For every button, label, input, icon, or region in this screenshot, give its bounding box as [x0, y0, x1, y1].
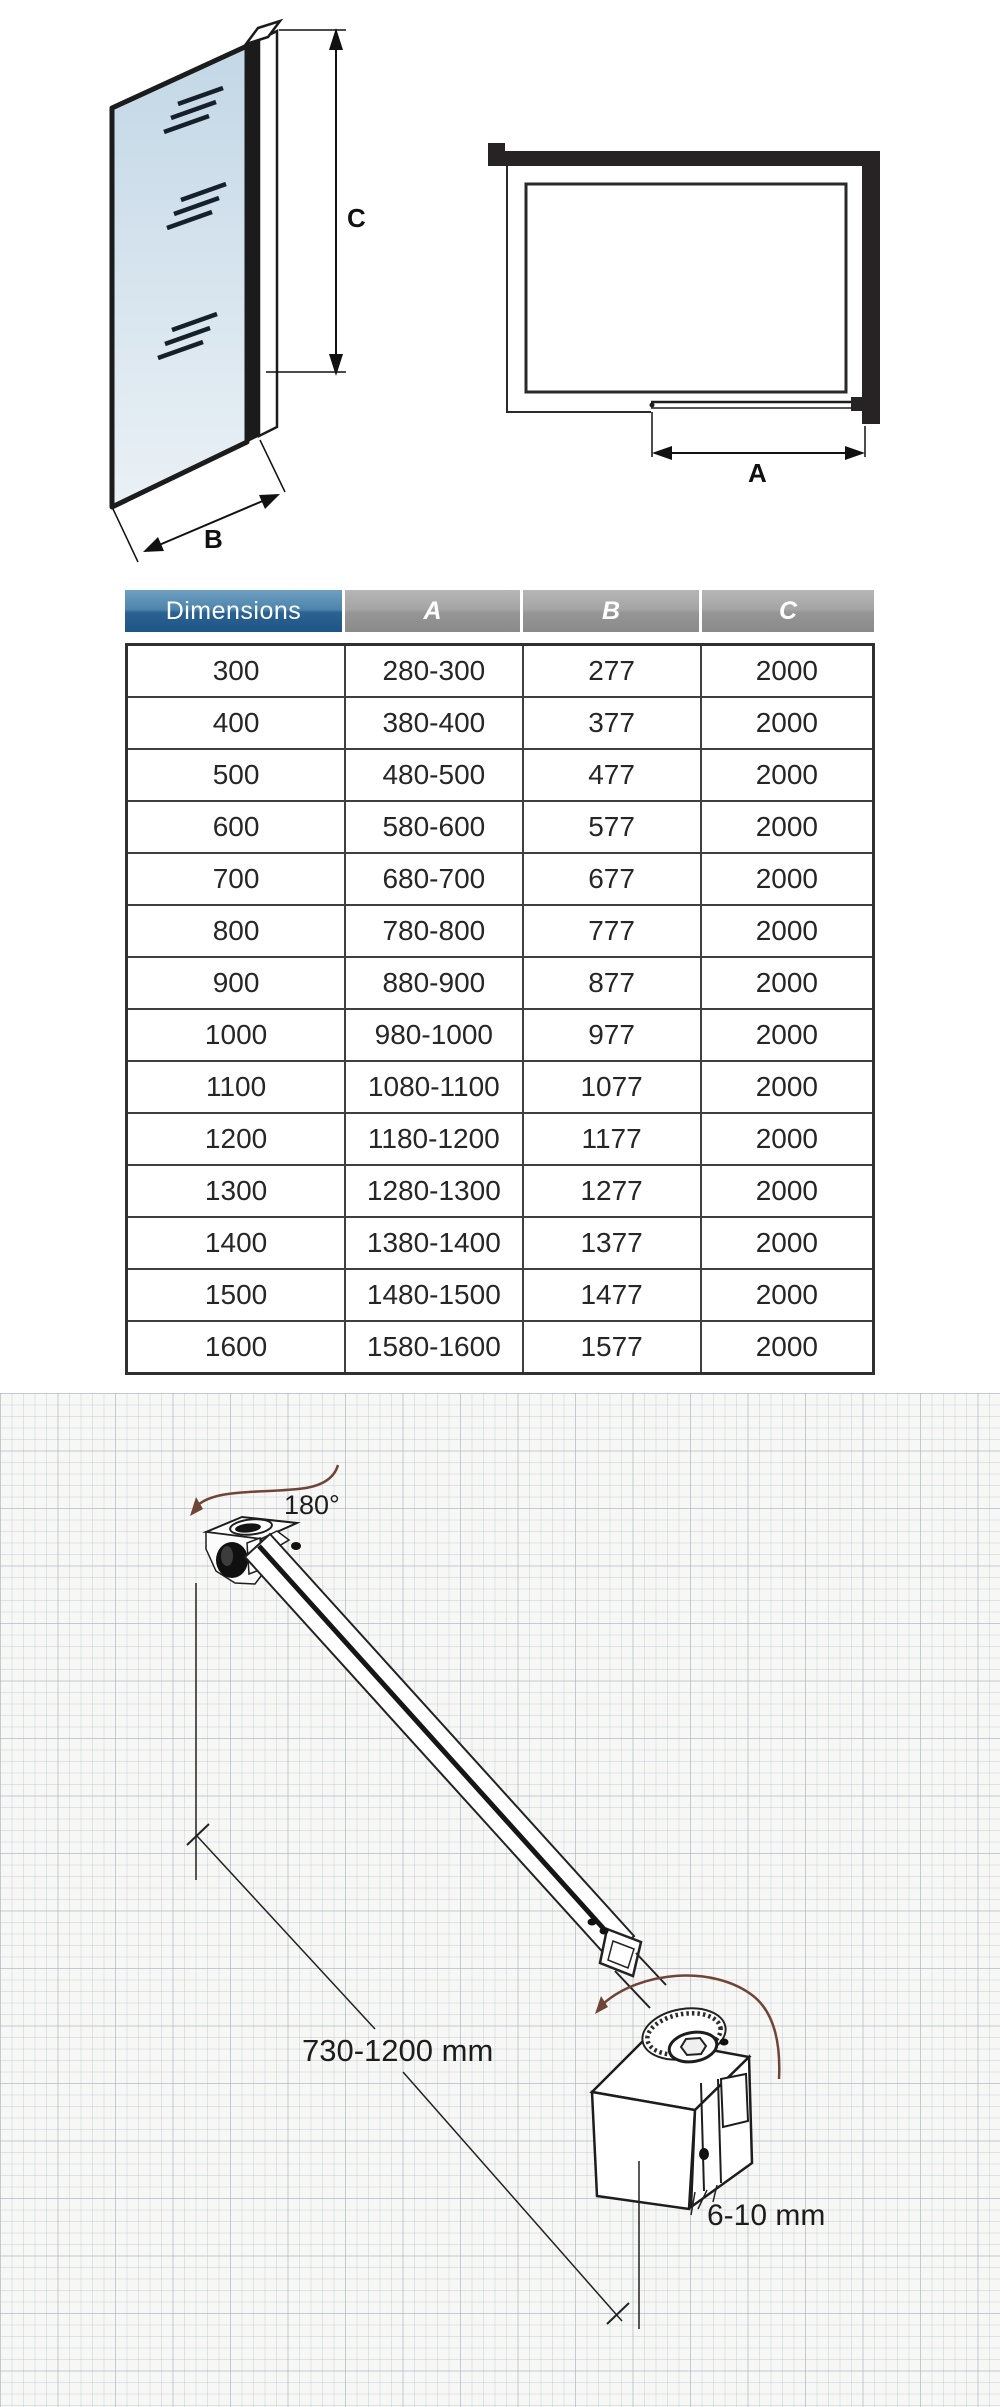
table-cell: 2000	[701, 1321, 874, 1374]
table-row	[127, 1321, 874, 1374]
table-cell: 300	[127, 645, 346, 698]
table-row	[127, 749, 874, 801]
table-cell: 2000	[701, 957, 874, 1009]
table-row	[127, 1061, 874, 1113]
table-cell: 977	[523, 1009, 701, 1061]
clamp-back-jaw	[721, 2074, 748, 2127]
table-cell: 2000	[701, 1269, 874, 1321]
glass-wall-fixing	[851, 397, 862, 411]
table-cell: 1100	[127, 1061, 346, 1113]
table-cell: 2000	[701, 697, 874, 749]
table-row	[127, 905, 874, 957]
table-row	[127, 1269, 874, 1321]
table-cell: 577	[523, 801, 701, 853]
table-cell: 1380-1400	[345, 1217, 522, 1269]
wall-top	[488, 151, 880, 166]
table-cell: 1200	[127, 1113, 346, 1165]
table-cell: 2000	[701, 801, 874, 853]
dimension-a-label: A	[748, 458, 767, 488]
table-cell: 980-1000	[345, 1009, 522, 1061]
table-row	[127, 1165, 874, 1217]
wall-top-end-block	[488, 143, 505, 166]
table-header-row	[125, 590, 875, 632]
table-cell: 877	[523, 957, 701, 1009]
glass-panel-illustration	[112, 21, 366, 562]
table-cell: 2000	[701, 1113, 874, 1165]
table-cell: 1277	[523, 1165, 701, 1217]
table-cell: 1580-1600	[345, 1321, 522, 1374]
bar-grub-screw	[600, 1928, 609, 1935]
table-cell: 1280-1300	[345, 1165, 522, 1217]
table-cell: 680-700	[345, 853, 522, 905]
table-row	[127, 801, 874, 853]
table-cell: 580-600	[345, 801, 522, 853]
dimension-diagrams	[0, 0, 1000, 590]
table-cell: 377	[523, 697, 701, 749]
table-body	[125, 643, 875, 1375]
glass-thickness-label: 6-10 mm	[707, 2199, 826, 2232]
support-bar-section	[0, 1393, 1000, 2407]
table-cell: 2000	[701, 1165, 874, 1217]
rotation-angle-label: 180°	[284, 1490, 340, 1520]
support-bar	[245, 1534, 666, 2008]
glass-clamp	[592, 2038, 752, 2209]
table-cell: 2000	[701, 645, 874, 698]
table-cell: 2000	[701, 749, 874, 801]
table-row	[127, 957, 874, 1009]
table-cell: 2000	[701, 853, 874, 905]
table-cell: 1577	[523, 1321, 701, 1374]
table-cell: 1500	[127, 1269, 346, 1321]
table-cell: 777	[523, 905, 701, 957]
clamp-screw	[699, 2148, 709, 2160]
table-row	[127, 645, 874, 698]
table-cell: 780-800	[345, 905, 522, 957]
table-cell: 280-300	[345, 645, 522, 698]
table-cell: 1400	[127, 1217, 346, 1269]
table-header-a: A	[345, 590, 520, 632]
wall-right	[862, 151, 880, 424]
dimension-b-label: B	[204, 524, 223, 554]
table-cell: 600	[127, 801, 346, 853]
glass-edge-strip	[247, 40, 259, 442]
table-cell: 500	[127, 749, 346, 801]
table-cell: 480-500	[345, 749, 522, 801]
wall-profile-bar	[259, 31, 277, 436]
table-cell: 1377	[523, 1217, 701, 1269]
table-cell: 880-900	[345, 957, 522, 1009]
table-header-dimensions: Dimensions	[125, 590, 342, 632]
table-row	[127, 1113, 874, 1165]
table-cell: 700	[127, 853, 346, 905]
table-row	[127, 853, 874, 905]
swivel-screw	[720, 2039, 729, 2046]
table-cell: 2000	[701, 1217, 874, 1269]
table-cell: 900	[127, 957, 346, 1009]
table-cell: 400	[127, 697, 346, 749]
hex-socket-bolt	[681, 2038, 706, 2055]
table-row	[127, 1009, 874, 1061]
table-row	[127, 1217, 874, 1269]
table-row	[127, 697, 874, 749]
table-cell: 2000	[701, 905, 874, 957]
table-cell: 1180-1200	[345, 1113, 522, 1165]
table-cell: 477	[523, 749, 701, 801]
table-header-c: C	[702, 590, 874, 632]
table-cell: 1177	[523, 1113, 701, 1165]
table-cell: 1080-1100	[345, 1061, 522, 1113]
bar-length-label: 730-1200 mm	[302, 2033, 494, 2068]
table-cell: 1300	[127, 1165, 346, 1217]
dimensions-table	[125, 590, 875, 1375]
table-cell: 1600	[127, 1321, 346, 1374]
table-cell: 800	[127, 905, 346, 957]
topview-illustration	[488, 143, 880, 488]
table-cell: 1480-1500	[345, 1269, 522, 1321]
table-cell: 277	[523, 645, 701, 698]
support-bar-drawing	[0, 1393, 1000, 2407]
table-cell: 677	[523, 853, 701, 905]
bracket-screw	[291, 1542, 301, 1550]
table-cell: 1077	[523, 1061, 701, 1113]
table-cell: 2000	[701, 1009, 874, 1061]
dimension-c-label: C	[347, 203, 366, 233]
table-cell: 2000	[701, 1061, 874, 1113]
dimension-a	[652, 412, 865, 460]
table-cell: 1000	[127, 1009, 346, 1061]
shower-tray-outline	[526, 184, 846, 392]
table-cell: 380-400	[345, 697, 522, 749]
table-cell: 1477	[523, 1269, 701, 1321]
table-header-b: B	[523, 590, 699, 632]
bar-grub-screw	[588, 1919, 597, 1926]
